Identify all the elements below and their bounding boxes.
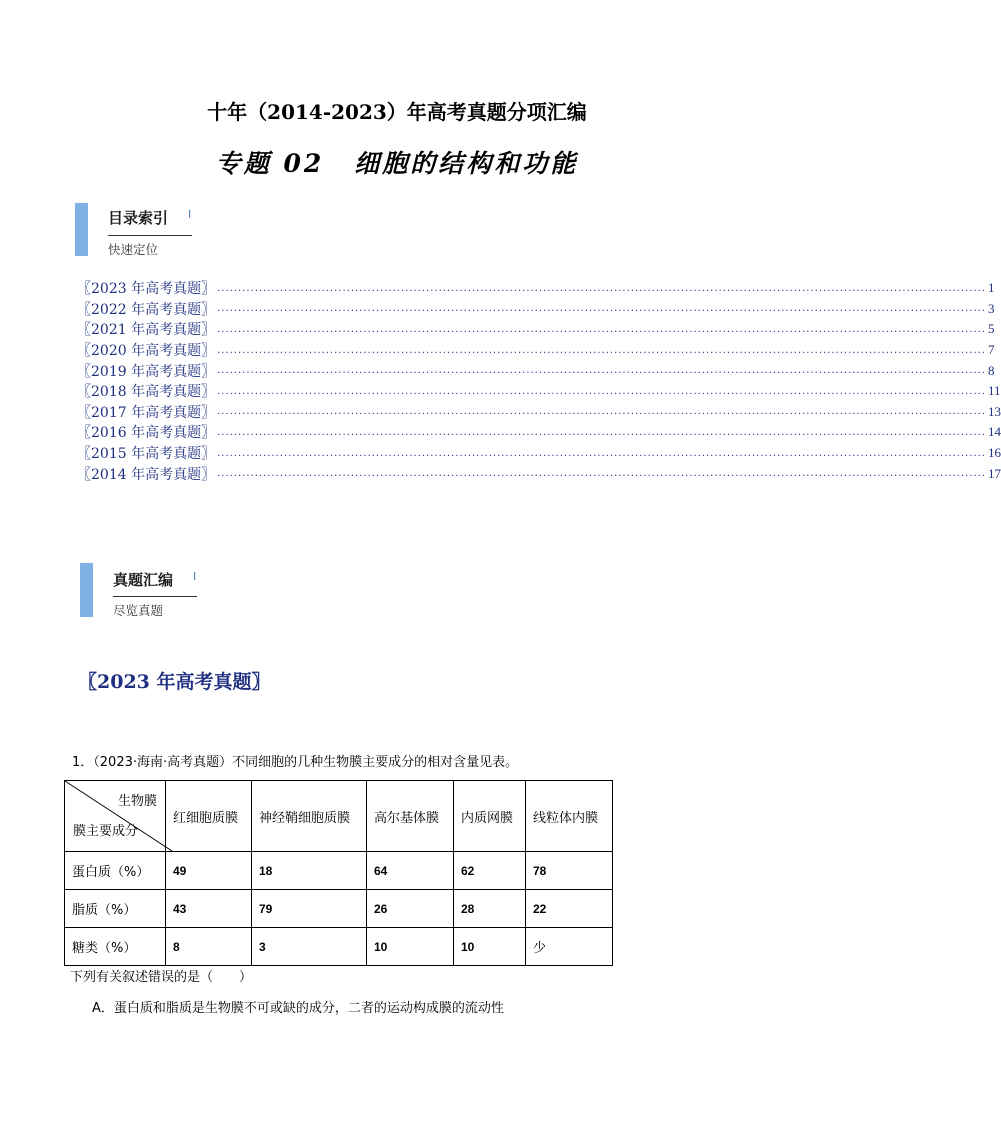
topic-title [0,144,794,180]
toc-entry[interactable] [77,443,1001,464]
toc-entry-page: 16 [987,445,1001,461]
table-cell: 28 [454,890,526,928]
toc-leader: ........................................................................................................................................................................................ [217,344,986,356]
row-label: 蛋白质（%） [65,852,166,890]
toc-entry[interactable] [77,278,995,299]
table-row [65,928,613,966]
table-row [65,890,613,928]
corner-bottom-label: 膜主要成分 [73,824,139,839]
table-header-row [65,781,613,852]
toc-entry-label: 〖2019 年高考真题〗 [77,363,216,380]
table-cell: 64 [367,852,454,890]
table-cell: 49 [166,852,252,890]
table-cell: 79 [252,890,367,928]
table-cell: 少 [526,928,613,966]
section-accent-bar [80,563,93,617]
corner-top-label: 生物膜 [117,794,157,809]
toc-heading: 目录索引 [108,209,169,227]
column-header: 神经鞘细胞质膜 [252,781,367,852]
toc-leader: ........................................................................................................................................................................................ [217,468,986,480]
toc-entry-label: 〖2016 年高考真题〗 [77,425,216,442]
table-cell: 8 [166,928,252,966]
table-cell: 78 [526,852,613,890]
toc-entry-label: 〖2018 年高考真题〗 [77,384,216,401]
toc-entry-label: 〖2020 年高考真题〗 [77,343,216,360]
toc-entry-label: 〖2022 年高考真题〗 [77,301,216,318]
toc-entry-page: 11 [987,383,1001,399]
exam-heading: 真题汇编 [113,571,174,589]
toc-entry[interactable] [77,340,995,361]
toc-entry[interactable] [77,319,995,340]
exam-heading-underline [113,596,197,597]
toc-entry[interactable] [77,360,995,381]
toc-entry-page: 13 [987,403,1001,419]
toc-leader: ........................................................................................................................................................................................ [217,303,986,315]
toc-entry-page: 5 [987,321,995,337]
column-header: 线粒体内膜 [526,781,613,852]
table-cell: 18 [252,852,367,890]
table-row [65,852,613,890]
toc-leader: ........................................................................................................................................................................................ [217,385,986,397]
toc-leader: ........................................................................................................................................................................................ [217,365,986,377]
column-header: 红细胞质膜 [166,781,252,852]
toc-entry[interactable] [77,381,1001,402]
option-a[interactable]: A．蛋白质和脂质是生物膜不可或缺的成分，二者的运动构成膜的流动性 [92,1001,504,1016]
toc-leader: ........................................................................................................................................................................................ [217,426,986,438]
table-cell: 22 [526,890,613,928]
toc-heading-mark: I [188,208,192,221]
toc-heading-underline [108,235,192,236]
topic-number: 专题 02 [215,149,325,178]
toc-subheading: 快速定位 [108,242,159,257]
row-label: 脂质（%） [65,890,166,928]
toc-entry-label: 〖2023 年高考真题〗 [77,281,216,298]
toc-entry[interactable] [77,402,1001,423]
toc-entry-page: 1 [987,280,995,296]
table-cell: 3 [252,928,367,966]
question-stem: 1．（2023·海南·高考真题）不同细胞的几种生物膜主要成分的相对含量见表。 [72,755,519,770]
table-of-contents [77,278,1001,484]
toc-entry[interactable] [77,463,1001,484]
toc-leader: ........................................................................................................................................................................................ [217,406,986,418]
toc-leader: ........................................................................................................................................................................................ [217,323,986,335]
toc-entry-label: 〖2017 年高考真题〗 [77,404,216,421]
toc-leader: ........................................................................................................................................................................................ [217,282,986,294]
document-title: 十年（2014-2023）年高考真题分项汇编 [207,100,587,124]
column-header: 内质网膜 [454,781,526,852]
toc-entry[interactable] [77,422,1001,443]
toc-leader: ........................................................................................................................................................................................ [217,447,986,459]
table-cell: 10 [454,928,526,966]
toc-entry-label: 〖2021 年高考真题〗 [77,322,216,339]
membrane-composition-table [64,780,613,966]
toc-entry-page: 8 [987,362,995,378]
table-cell: 62 [454,852,526,890]
section-accent-bar [75,203,88,256]
toc-entry-page: 17 [987,465,1001,481]
exam-subheading: 尽览真题 [113,603,164,618]
toc-entry-page: 3 [987,300,995,316]
topic-name: 细胞的结构和功能 [354,149,579,178]
toc-entry-page: 7 [987,342,995,358]
question-prompt: 下列有关叙述错误的是（ ） [70,970,253,985]
row-label: 糖类（%） [65,928,166,966]
table-cell: 10 [367,928,454,966]
table-cell: 26 [367,890,454,928]
toc-entry-label: 〖2015 年高考真题〗 [77,446,216,463]
table-corner-cell [65,781,166,852]
table-cell: 43 [166,890,252,928]
toc-entry-page: 14 [987,424,1001,440]
toc-entry-label: 〖2014 年高考真题〗 [77,466,216,483]
year-heading: 〖2023 年高考真题〗 [78,671,271,693]
toc-entry[interactable] [77,299,995,320]
exam-heading-mark: I [193,570,197,583]
column-header: 高尔基体膜 [367,781,454,852]
